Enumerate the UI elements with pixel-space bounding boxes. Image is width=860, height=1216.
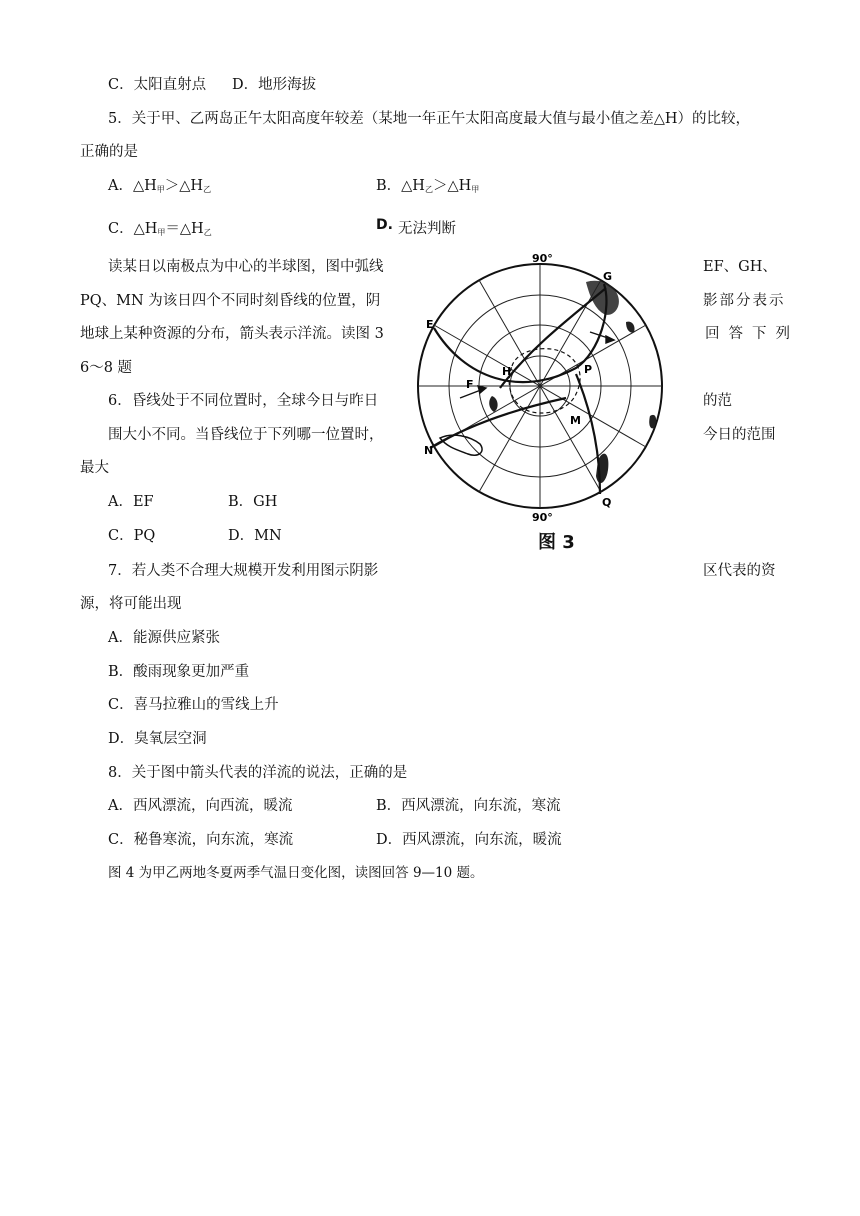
q8-option-a: A．西风漂流，向西流，暖流	[108, 798, 293, 814]
current-arrowhead	[478, 386, 486, 393]
map-letter-q: Q	[602, 496, 612, 509]
q5-b-mid: ＞△H	[432, 178, 472, 194]
q7-option-b: B．酸雨现象更加严重	[108, 664, 250, 680]
q6-option-a: A．EF	[108, 494, 154, 510]
map-letter-f: F	[466, 378, 474, 391]
map-letter-m: M	[570, 414, 581, 427]
q6-option-c: C．PQ	[108, 528, 156, 544]
q7-option-a: A．能源供应紧张	[108, 630, 220, 646]
q9-10-intro: 图 4 为甲乙两地冬夏两季气温日变化图，读图回答 9—10 题。	[108, 865, 484, 881]
figure-3-caption: 图 3	[538, 532, 575, 553]
q6-stem-line2-left: 围大小不同。当昏线位于下列哪一位置时，	[108, 427, 384, 443]
intro-line4: 6～8 题	[80, 360, 133, 376]
map-letter-e: E	[426, 318, 434, 331]
q5-b-sub2: 甲	[471, 185, 480, 194]
q5-b-sub1: 乙	[424, 185, 433, 194]
q5-option-b	[376, 177, 479, 199]
q7-stem-line2: 源，将可能出现	[80, 596, 182, 612]
q5-a-mid: ＞△H	[164, 178, 204, 194]
landmass	[489, 396, 497, 412]
q5-b-text: B．△H	[376, 178, 425, 194]
terminator-mn	[430, 398, 566, 448]
q4-option-c: C．太阳直射点	[108, 77, 207, 93]
q8-option-b: B．西风漂流，向东流，寒流	[376, 798, 561, 814]
q5-stem-line1: 5．关于甲、乙两岛正午太阳高度年较差（某地一年正午太阳高度最大值与最小值之差△H）的比较，	[108, 111, 751, 127]
map-label-bottom-90: 90°	[532, 511, 553, 524]
q6-stem-line1-left: 6．昏线处于不同位置时，全球今日与昨日	[108, 393, 379, 409]
q5-stem-line2: 正确的是	[80, 144, 138, 160]
q5-c-mid: ＝△H	[165, 221, 204, 237]
intro-line3-right: 回答下列	[705, 326, 799, 342]
q8-option-c: C．秘鲁寒流，向东流，寒流	[108, 832, 294, 848]
q6-stem-line1-right: 的范	[703, 393, 732, 409]
landmass	[626, 322, 635, 333]
terminator-ef	[434, 284, 606, 382]
q5-c-sub1: 甲	[157, 228, 166, 237]
q6-option-b: B．GH	[228, 494, 278, 510]
q6-stem-line2-right: 今日的范围	[703, 427, 776, 443]
q8-stem: 8．关于图中箭头代表的洋流的说法，正确的是	[108, 765, 408, 781]
q6-stem-line3: 最大	[80, 460, 109, 476]
q5-a-text: A．△H	[108, 178, 157, 194]
q7-stem-line1-left: 7．若人类不合理大规模开发利用图示阴影	[108, 563, 379, 579]
map-letter-p: P	[584, 363, 593, 376]
intro-line2-left: PQ、MN 为该日四个不同时刻昏线的位置，阴	[80, 293, 381, 309]
q6-option-d: D．MN	[228, 528, 282, 544]
q5-a-sub1: 甲	[156, 185, 165, 194]
intro-line1-left: 读某日以南极点为中心的半球图，图中弧线	[108, 259, 384, 275]
q5-c-sub2: 乙	[203, 228, 212, 237]
q4-option-d: D．地形海拔	[232, 77, 317, 93]
q7-option-d: D．臭氧层空洞	[108, 731, 207, 747]
q5-c-text: C．△H	[108, 221, 158, 237]
figure-3-map	[400, 248, 700, 558]
q5-option-a	[108, 177, 211, 199]
map-letter-n: N	[424, 444, 434, 457]
q5-option-d-letter: D.	[376, 217, 393, 233]
q8-option-d: D．西风漂流，向东流，暖流	[376, 832, 562, 848]
q5-option-d-text: 无法判断	[398, 221, 456, 237]
map-letter-h: H	[502, 365, 512, 378]
intro-line2-right: 影部分表示	[703, 293, 786, 309]
intro-line3-left: 地球上某种资源的分布，箭头表示洋流。读图 3	[80, 326, 384, 342]
current-arrowhead	[606, 336, 614, 343]
q7-stem-line1-right: 区代表的资	[703, 563, 776, 579]
q7-option-c: C．喜马拉雅山的雪线上升	[108, 697, 279, 713]
map-label-top-90: 90°	[532, 252, 553, 265]
hemisphere-map-svg	[400, 248, 700, 528]
q5-option-c	[108, 220, 212, 242]
intro-line1-right: EF、GH、	[703, 259, 777, 275]
map-letter-g: G	[603, 270, 613, 283]
q5-a-sub2: 乙	[203, 185, 212, 194]
